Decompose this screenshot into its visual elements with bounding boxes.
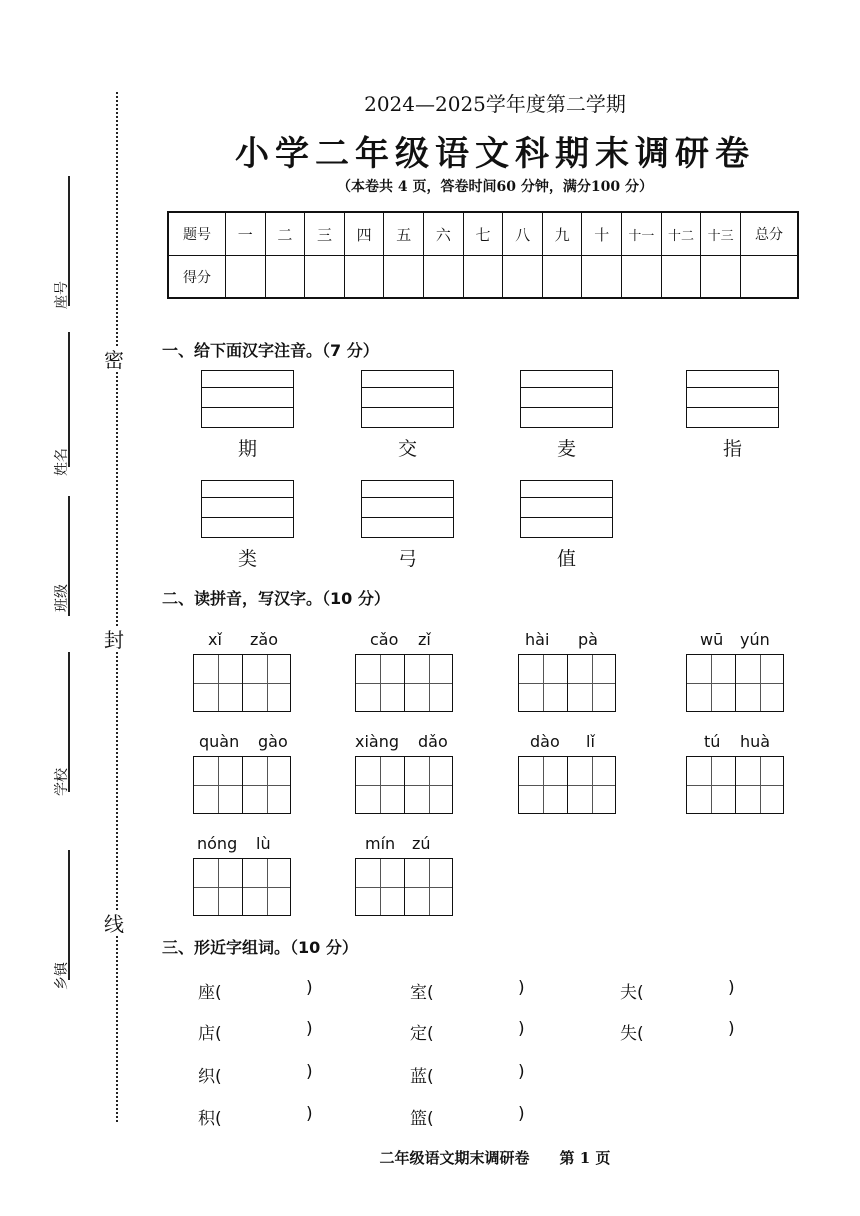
close-paren: ) [306,978,313,998]
score-cell[interactable] [661,256,701,298]
col-12: 十二 [661,212,701,256]
label-seat: 座号 [54,281,70,309]
tianzige-grid[interactable] [518,756,616,814]
score-cell[interactable] [424,256,464,298]
close-paren: ) [518,978,525,998]
open-paren: ( [637,1024,644,1044]
col-3: 三 [305,212,345,256]
question-number-label: 题号 [168,212,226,256]
word-group-item [410,1062,525,1087]
score-table [167,211,799,299]
pinyin-syllable: zǐ [418,630,431,649]
word-group-item [620,1019,735,1044]
pinyin-syllable: mín [365,834,396,853]
col-7: 七 [463,212,503,256]
score-cell[interactable] [542,256,582,298]
open-paren: ( [427,1024,434,1044]
score-cell-total[interactable] [741,256,799,298]
open-paren: ( [215,1109,222,1129]
tianzige-grid[interactable] [193,654,291,712]
pinyin-writing-box[interactable] [520,480,613,538]
col-4: 四 [344,212,384,256]
tianzige-grid[interactable] [193,756,291,814]
pinyin-writing-box[interactable] [201,480,294,538]
base-char: 篮 [410,1109,427,1129]
word-group-item [410,978,525,1003]
open-paren: ( [637,983,644,1003]
seal-char-xian: 线 [104,912,124,936]
section1-char: 期 [237,438,257,460]
pinyin-syllable: zú [412,834,431,853]
section1-title: 一、给下面汉字注音。（7 分） [162,341,379,360]
pinyin-syllable: cǎo [370,630,399,649]
close-paren: ) [518,1019,525,1039]
tianzige-grid[interactable] [355,858,453,916]
score-cell[interactable] [503,256,543,298]
close-paren: ) [306,1062,313,1082]
open-paren: ( [215,983,222,1003]
open-paren: ( [427,1109,434,1129]
base-char: 失 [620,1024,637,1044]
score-cell[interactable] [226,256,266,298]
score-label: 得分 [168,256,226,298]
exam-note: （本卷共 4 页，答卷时间60 分钟，满分100 分） [337,179,653,195]
score-row [168,256,798,298]
open-paren: ( [215,1067,222,1087]
col-6: 六 [424,212,464,256]
close-paren: ) [728,978,735,998]
word-group-item [410,1104,525,1129]
tianzige-grid[interactable] [518,654,616,712]
score-cell[interactable] [305,256,345,298]
base-char: 蓝 [410,1067,427,1087]
pinyin-writing-box[interactable] [520,370,613,428]
pinyin-syllable: gào [258,732,288,751]
tianzige-grid[interactable] [686,756,784,814]
pinyin-writing-box[interactable] [361,370,454,428]
col-1: 一 [226,212,266,256]
word-group-item [198,978,313,1003]
tianzige-grid[interactable] [355,756,453,814]
section1-char: 指 [722,438,742,460]
pinyin-syllable: yún [740,630,770,649]
score-cell[interactable] [622,256,662,298]
seal-char-mi: 密 [104,348,124,372]
col-5: 五 [384,212,424,256]
label-town: 乡镇 [54,962,70,990]
word-group-item [198,1019,313,1044]
pinyin-syllable: hài [525,630,550,649]
section1-char: 麦 [556,438,576,460]
score-cell[interactable] [701,256,741,298]
pinyin-syllable: dǎo [418,732,448,751]
section3-title: 三、形近字组词。（10 分） [162,938,358,957]
score-cell[interactable] [344,256,384,298]
base-char: 积 [198,1109,215,1129]
open-paren: ( [215,1024,222,1044]
pinyin-syllable: xiàng [355,732,400,751]
seal-line [116,92,118,1122]
close-paren: ) [518,1062,525,1082]
col-9: 九 [542,212,582,256]
pinyin-syllable: pà [578,630,598,649]
col-8: 八 [503,212,543,256]
base-char: 织 [198,1067,215,1087]
tianzige-grid[interactable] [355,654,453,712]
section1-char: 弓 [397,548,417,570]
base-char: 定 [410,1024,427,1044]
pinyin-syllable: wū [700,630,724,649]
word-group-item [198,1062,313,1087]
col-total: 总分 [741,212,799,256]
close-paren: ) [518,1104,525,1124]
pinyin-syllable: tú [704,732,721,751]
score-cell[interactable] [265,256,305,298]
base-char: 夫 [620,983,637,1003]
word-group-item [198,1104,313,1129]
open-paren: ( [427,983,434,1003]
pinyin-syllable: nóng [197,834,238,853]
section1-char: 值 [556,548,576,570]
seal-char-feng: 封 [104,628,124,652]
pinyin-writing-box[interactable] [201,370,294,428]
close-paren: ) [306,1104,313,1124]
score-cell[interactable] [384,256,424,298]
label-name: 姓名 [54,448,70,476]
close-paren: ) [728,1019,735,1039]
word-group-item [410,1019,525,1044]
exam-title: 小学二年级语文科期末调研卷 [235,134,755,174]
word-group-item [620,978,735,1003]
pinyin-syllable: xǐ [208,630,222,649]
pinyin-syllable: zǎo [250,630,278,649]
pinyin-syllable: lǐ [586,732,595,751]
col-13: 十三 [701,212,741,256]
page-footer: 二年级语文期末调研卷 第 1 页 [379,1149,611,1167]
base-char: 室 [410,983,427,1003]
school-year: 2024—2025学年度第二学期 [364,92,626,116]
section1-char: 类 [237,548,257,570]
close-paren: ) [306,1019,313,1039]
tianzige-grid[interactable] [193,858,291,916]
open-paren: ( [427,1067,434,1087]
section2-title: 二、读拼音，写汉字。（10 分） [162,589,390,608]
score-cell[interactable] [463,256,503,298]
question-number-row [168,212,798,256]
pinyin-syllable: dào [530,732,560,751]
pinyin-syllable: huà [740,732,771,751]
pinyin-syllable: quàn [199,732,240,751]
label-class: 班级 [54,584,70,612]
section1-char: 交 [397,438,417,460]
pinyin-syllable: lù [256,834,271,853]
base-char: 座 [198,983,215,1003]
pinyin-writing-box[interactable] [686,370,779,428]
col-10: 十 [582,212,622,256]
pinyin-writing-box[interactable] [361,480,454,538]
label-school: 学校 [54,768,70,796]
score-cell[interactable] [582,256,622,298]
col-11: 十一 [622,212,662,256]
col-2: 二 [265,212,305,256]
base-char: 店 [198,1024,215,1044]
tianzige-grid[interactable] [686,654,784,712]
